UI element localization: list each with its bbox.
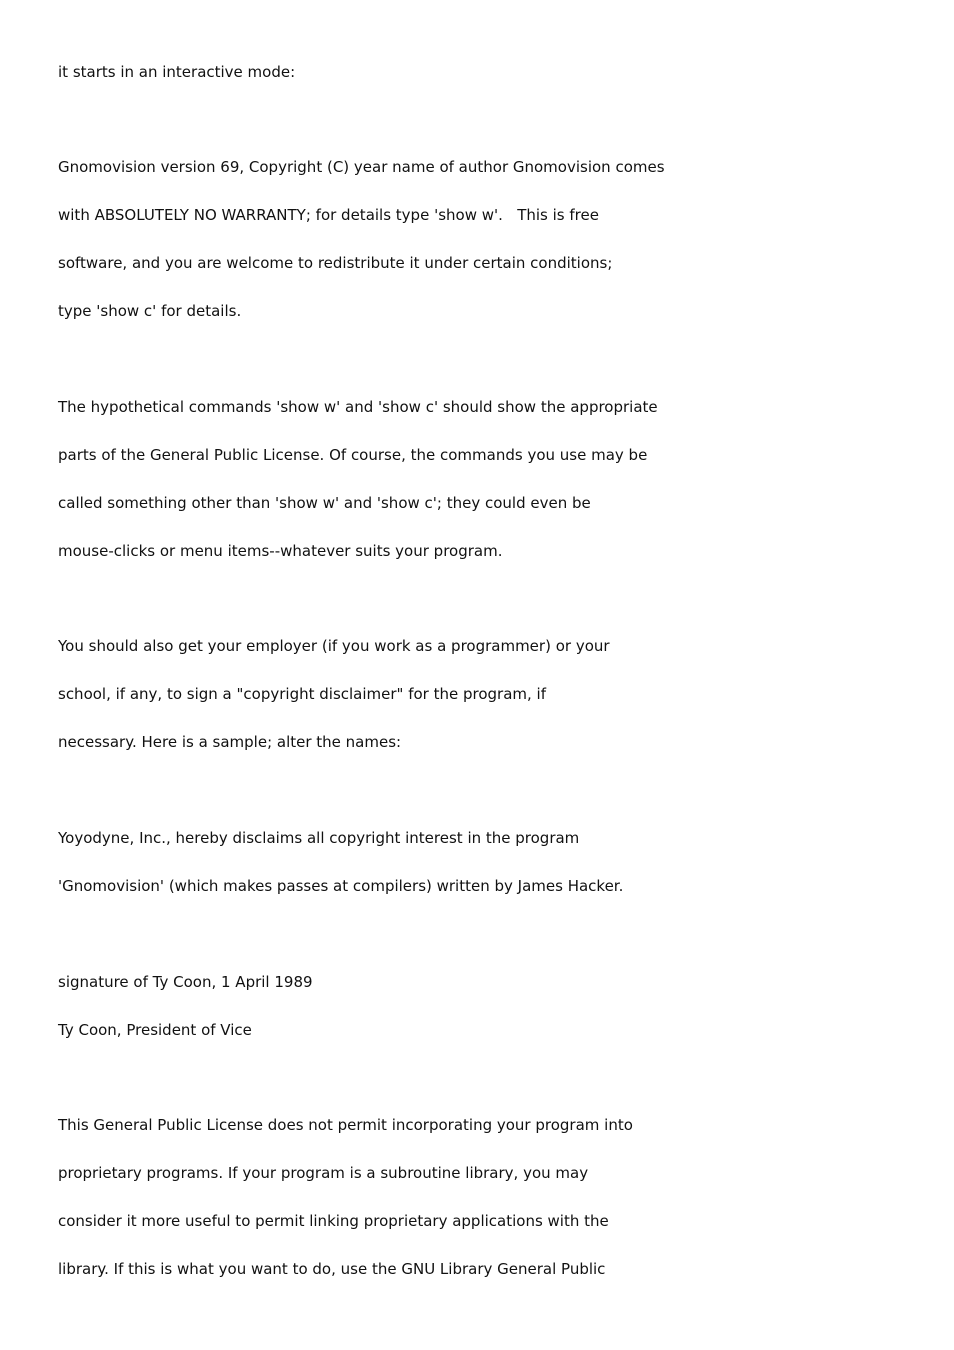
text-line: Ty Coon, President of Vice [58,1021,252,1039]
text-line: necessary. Here is a sample; alter the names: [58,733,402,751]
text-line: consider it more useful to permit linking proprietary applications with the [58,1212,609,1230]
text-line: Yoyodyne, Inc., hereby disclaims all copyright interest in the program [58,829,580,847]
text-line: type 'show c' for details. [58,302,242,320]
text-line: This General Public License does not permit incorporating your program into [58,1116,633,1134]
text-line: proprietary programs. If your program is a subroutine library, you may [58,1164,589,1182]
text-line: mouse-clicks or menu items--whatever suits your program. [58,542,503,560]
text-line: 'Gnomovision' (which makes passes at compilers) written by James Hacker. [58,877,624,895]
text-line: it starts in an interactive mode: [58,63,296,81]
text-line: software, and you are welcome to redistribute it under certain conditions; [58,254,613,272]
text-line: Gnomovision version 69, Copyright (C) year name of author Gnomovision comes [58,158,665,176]
text-line: You should also get your employer (if you work as a programmer) or your [58,637,610,655]
text-line: school, if any, to sign a "copyright disclaimer" for the program, if [58,685,546,703]
text-line: called something other than 'show w' and 'show c'; they could even be [58,494,591,512]
text-line: parts of the General Public License. Of course, the commands you use may be [58,446,648,464]
text-line: signature of Ty Coon, 1 April 1989 [58,973,313,991]
text-line: The hypothetical commands 'show w' and 'show c' should show the appropriate [58,398,658,416]
text-line: with ABSOLUTELY NO WARRANTY; for details type 'show w'. This is free [58,206,599,224]
text-line: library. If this is what you want to do, use the GNU Library General Public [58,1260,606,1278]
